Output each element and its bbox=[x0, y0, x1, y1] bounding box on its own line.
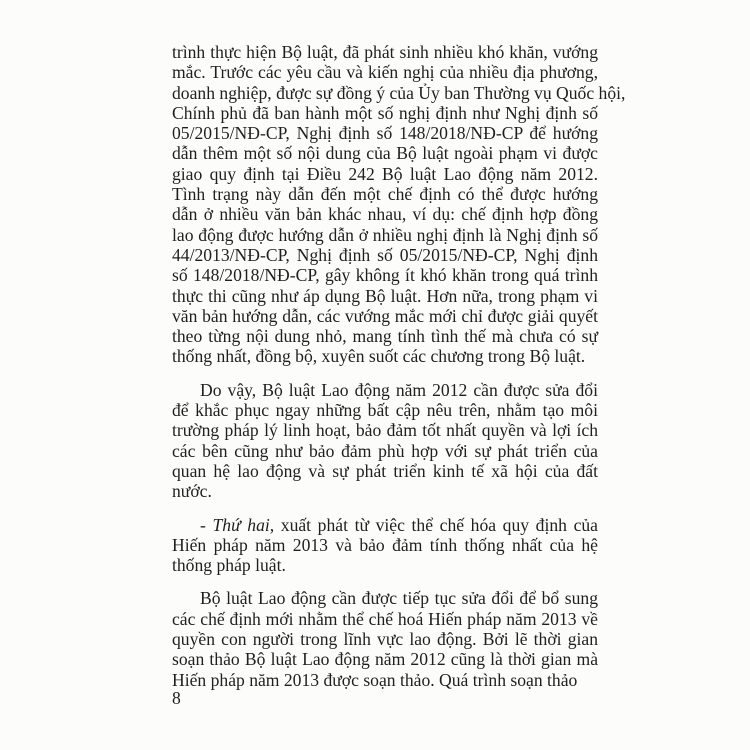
text-line: 44/2013/NĐ-CP, Nghị định số 05/2015/NĐ-CP, Nghị định bbox=[172, 244, 598, 265]
paragraph-gap bbox=[172, 575, 598, 588]
paragraph-gap bbox=[172, 367, 598, 380]
text-line: Tình trạng này dẫn đến một chế định có thể được hướng bbox=[172, 184, 598, 205]
italic-lead: Thứ hai, bbox=[212, 514, 275, 535]
text-line: lao động được hướng dẫn ở nhiều nghị định là Nghị định số bbox=[172, 224, 598, 245]
text-line: thống nhất, đồng bộ, xuyên suốt các chương trong Bộ luật. bbox=[172, 346, 586, 367]
text-line: soạn thảo Bộ luật Lao động năm 2012 cũng là thời gian mà bbox=[172, 649, 598, 670]
paragraph-gap bbox=[172, 502, 598, 515]
text-line: doanh nghiệp, được sự đồng ý của Ủy ban Thường vụ Quốc hội, bbox=[172, 82, 626, 103]
text-line: dẫn thêm một số nội dung của Bộ luật ngoài phạm vi được bbox=[172, 143, 598, 164]
list-dash: - bbox=[200, 514, 213, 535]
page-number: 8 bbox=[172, 688, 181, 708]
paragraph bbox=[172, 515, 598, 576]
paragraph bbox=[172, 380, 598, 502]
text-line-rest: xuất phát từ việc thể chế hóa quy định của bbox=[274, 514, 598, 535]
text-line: quyền con người trong lĩnh vực lao động. Bởi lẽ thời gian bbox=[172, 629, 598, 650]
paragraph bbox=[172, 42, 626, 367]
text-line: Do vậy, Bộ luật Lao động năm 2012 cần được sửa đổi bbox=[200, 379, 598, 400]
text-line: dẫn ở nhiều văn bản khác nhau, ví dụ: chế định hợp đồng bbox=[172, 204, 598, 225]
text-line: văn bản hướng dẫn, các vướng mắc mới chỉ được giải quyết bbox=[172, 305, 598, 326]
text-line: số 148/2018/NĐ-CP, gây không ít khó khăn trong quá trình bbox=[172, 265, 598, 286]
text-line: quan hệ lao động và sự phát triển kinh tế xã hội của đất bbox=[172, 460, 598, 481]
text-line: 05/2015/NĐ-CP, Nghị định số 148/2018/NĐ-CP để hướng bbox=[172, 123, 598, 144]
text-line: theo từng nội dung nhỏ, mang tính tình thế mà chưa có sự bbox=[172, 326, 598, 347]
text-line: Bộ luật Lao động cần được tiếp tục sửa đổi để bổ sung bbox=[200, 588, 598, 609]
text-line: trường pháp lý linh hoạt, bảo đảm tốt nhất quyền và lợi ích bbox=[172, 420, 598, 441]
text-line: Hiến pháp năm 2013 và bảo đảm tính thống nhất của hệ bbox=[172, 534, 598, 555]
text-line: thực thi cũng như áp dụng Bộ luật. Hơn nữa, trong phạm vi bbox=[172, 285, 598, 306]
text-line: nước. bbox=[172, 481, 212, 502]
body-text bbox=[172, 42, 626, 690]
text-line: Chính phủ đã ban hành một số nghị định như Nghị định số bbox=[172, 102, 598, 123]
text-line: giao quy định tại Điều 242 Bộ luật Lao động năm 2012. bbox=[172, 163, 598, 184]
text-line: mắc. Trước các yêu cầu và kiến nghị của nhiều địa phương, bbox=[172, 62, 598, 83]
text-line: trình thực hiện Bộ luật, đã phát sinh nhiều khó khăn, vướng bbox=[172, 42, 598, 62]
text-line: Hiến pháp năm 2013 được soạn thảo. Quá trình soạn thảo bbox=[172, 669, 578, 690]
text-line: các chế định mới nhằm thể chế hoá Hiến pháp năm 2013 về bbox=[172, 608, 598, 629]
paragraph bbox=[172, 588, 598, 689]
text-line: các bên cũng như bảo đảm phù hợp với sự phát triển của bbox=[172, 440, 598, 461]
text-line: để khắc phục ngay những bất cập nêu trên, nhằm tạo môi bbox=[172, 400, 598, 421]
text-line bbox=[172, 515, 598, 535]
text-line: thống pháp luật. bbox=[172, 555, 286, 576]
